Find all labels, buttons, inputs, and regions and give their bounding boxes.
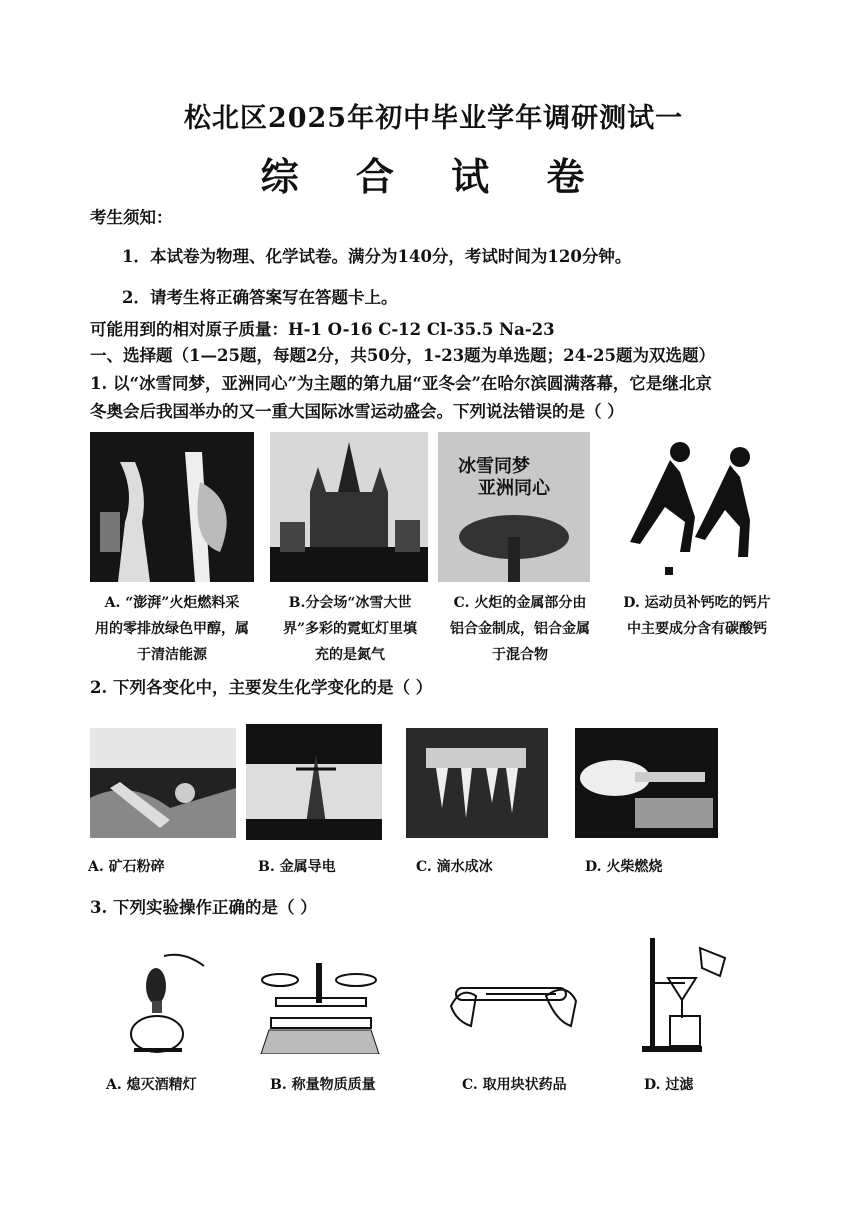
notice-heading: 考生须知： [90, 208, 173, 227]
q2-image-c-icicles [406, 728, 548, 838]
q2-option-d: D. 火柴燃烧 [585, 859, 663, 875]
q1-image-d-skaters [610, 432, 774, 582]
atomic-masses: 可能用到的相对原子质量：H-1 O-16 C-12 Cl-35.5 Na-23 [90, 320, 555, 339]
svg-text:亚洲同心: 亚洲同心 [478, 478, 550, 499]
q1-image-b-castle [270, 432, 428, 582]
q2-image-d-match [575, 728, 718, 838]
q2-option-a: A. 矿石粉碎 [88, 859, 165, 875]
exam-title: 松北区2025年初中毕业学年调研测试一 [183, 103, 684, 134]
q3-image-a-alcohol-lamp [124, 946, 214, 1056]
section-heading: 一、选择题（1—25题，每题2分，共50分，1-23题为单选题；24-25题为双选题） [90, 346, 715, 365]
q2-option-c: C. 滴水成冰 [416, 859, 493, 875]
svg-text:冰雪同梦: 冰雪同梦 [458, 456, 530, 477]
q3-option-b: B. 称量物质质量 [270, 1077, 376, 1093]
q1-option-c: C. 火炬的金属部分由 铝合金制成，铝合金属 于混合物 [450, 595, 590, 663]
q3-option-c: C. 取用块状药品 [462, 1077, 567, 1093]
q2-stem: 2. 下列各变化中，主要发生化学变化的是（ ） [90, 678, 433, 697]
q3-image-b-balance [256, 958, 384, 1054]
q2-image-a-ore [90, 728, 236, 838]
q1-stem-line1: 1. 以“冰雪同梦，亚洲同心”为主题的第九届“亚冬会”在哈尔滨圆满落幕，它是继北京 [90, 374, 712, 393]
q1-option-b: B.分会场“冰雪大世 界”多彩的霓虹灯里填 充的是氮气 [282, 595, 418, 663]
notice-item-2: 2．请考生将正确答案写在答题卡上。 [122, 288, 398, 307]
q3-option-d: D. 过滤 [644, 1077, 694, 1093]
q3-image-d-filtration [640, 938, 736, 1054]
q2-option-b: B. 金属导电 [258, 859, 336, 875]
q1-image-c-torch-metal [438, 432, 590, 582]
q1-option-d: D. 运动员补钙吃的钙片 中主要成分含有碳酸钙 [623, 595, 771, 637]
q2-image-b-power-line [246, 724, 382, 840]
q3-image-c-test-tube [446, 966, 580, 1042]
q3-stem: 3. 下列实验操作正确的是（ ） [90, 898, 317, 917]
q1-option-a: A. “澎湃”火炬燃料采 用的零排放绿色甲醇，属 于清洁能源 [95, 595, 249, 663]
q1-image-a-torch [90, 432, 254, 582]
q3-option-a: A. 熄灭酒精灯 [106, 1077, 197, 1093]
q1-stem-line2: 冬奥会后我国举办的又一重大国际冰雪运动盛会。下列说法错误的是（ ） [90, 402, 624, 421]
exam-subtitle: 综 合 试 卷 [260, 154, 607, 199]
notice-item-1: 1．本试卷为物理、化学试卷。满分为140分，考试时间为120分钟。 [122, 247, 632, 266]
